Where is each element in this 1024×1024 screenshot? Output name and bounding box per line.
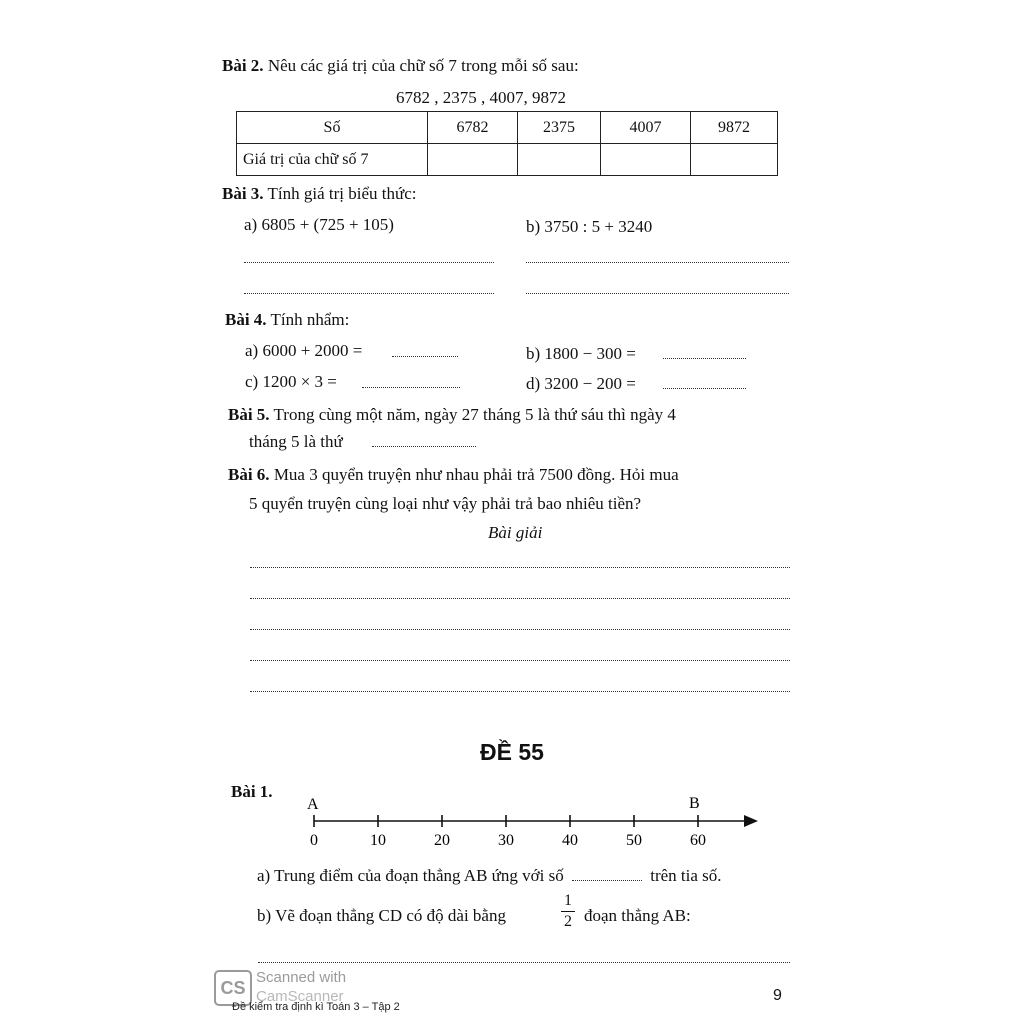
table-answer-cell[interactable] xyxy=(518,144,601,176)
table-cell-number: 2375 xyxy=(518,112,601,144)
fraction-bar xyxy=(561,911,575,912)
point-b-label: B xyxy=(689,795,700,812)
bai2-numbers-line: 6782 , 2375 , 4007, 9872 xyxy=(396,88,566,107)
solution-label: Bài giải xyxy=(488,523,543,542)
answer-blank[interactable] xyxy=(663,358,746,359)
bai3-heading xyxy=(222,184,416,204)
number-line-tick-label: 30 xyxy=(498,832,514,849)
bai4-text: Tính nhẩm: xyxy=(270,310,350,329)
bai2-text: Nêu các giá trị của chữ số 7 trong mỗi số sau: xyxy=(267,56,579,75)
bai5-title: Bài 5. xyxy=(228,405,270,424)
bai2-heading xyxy=(222,56,579,76)
answer-blank[interactable] xyxy=(372,446,476,447)
footer-book-title: Đề kiểm tra định kì Toán 3 – Tập 2 xyxy=(232,1001,400,1013)
answer-line[interactable] xyxy=(250,567,790,568)
bai4-part-d: d) 3200 − 200 = xyxy=(526,374,636,393)
number-line-tick-label: 0 xyxy=(310,832,318,849)
bai3-part-b: b) 3750 : 5 + 3240 xyxy=(526,217,653,236)
bai6-line2: 5 quyển truyện cùng loại như vậy phải trả bao nhiêu tiền? xyxy=(249,494,642,513)
bai4-title: Bài 4. xyxy=(225,310,267,329)
bai5-text: Trong cùng một năm, ngày 27 tháng 5 là thứ sáu thì ngày 4 xyxy=(273,405,676,424)
table-answer-cell[interactable] xyxy=(601,144,691,176)
bai4-heading xyxy=(225,310,349,330)
answer-blank[interactable] xyxy=(572,880,642,881)
question-a-end: trên tia số. xyxy=(650,866,722,885)
fraction-numerator: 1 xyxy=(564,892,572,909)
answer-line[interactable] xyxy=(250,629,790,630)
bai3-part-a: a) 6805 + (725 + 105) xyxy=(244,215,394,234)
table-row xyxy=(237,112,778,144)
table-answer-cell[interactable] xyxy=(428,144,518,176)
answer-blank[interactable] xyxy=(663,388,746,389)
bai3-text: Tính giá trị biểu thức: xyxy=(267,184,417,203)
number-line-tick-label: 20 xyxy=(434,832,450,849)
answer-line[interactable] xyxy=(244,262,494,263)
table-cell-number: 6782 xyxy=(428,112,518,144)
digit-value-table xyxy=(236,111,778,176)
bai6-title: Bài 6. xyxy=(228,465,270,484)
de55-question-b-end: đoạn thẳng AB: xyxy=(584,906,691,925)
fraction-denominator: 2 xyxy=(564,913,572,930)
page-number: 9 xyxy=(773,987,782,1004)
number-line-tick-label: 40 xyxy=(562,832,578,849)
bai6-line1 xyxy=(228,465,679,485)
table-header-so: Số xyxy=(237,112,428,144)
bai4-part-b: b) 1800 − 300 = xyxy=(526,344,636,363)
bai6-text: Mua 3 quyển truyện như nhau phải trả 7500 đồng. Hỏi mua xyxy=(273,465,679,484)
bai3-title: Bài 3. xyxy=(222,184,264,203)
answer-line[interactable] xyxy=(526,293,789,294)
table-cell-number: 4007 xyxy=(601,112,691,144)
answer-line[interactable] xyxy=(526,262,789,263)
answer-line[interactable] xyxy=(244,293,494,294)
arrow-head-icon xyxy=(744,815,758,827)
answer-blank[interactable] xyxy=(362,387,460,388)
number-line-tick-label: 60 xyxy=(690,832,706,849)
number-line-tick-label: 10 xyxy=(370,832,386,849)
answer-line[interactable] xyxy=(250,691,790,692)
answer-blank[interactable] xyxy=(392,356,458,357)
answer-line[interactable] xyxy=(250,598,790,599)
table-header-gia-tri: Giá trị của chữ số 7 xyxy=(237,144,428,176)
number-line xyxy=(300,790,770,854)
question-a-start: a) Trung điểm của đoạn thẳng AB ứng với số xyxy=(257,866,564,885)
table-answer-cell[interactable] xyxy=(691,144,778,176)
bai5-line2: tháng 5 là thứ xyxy=(249,432,343,451)
bai4-part-c: c) 1200 × 3 = xyxy=(245,372,337,391)
table-cell-number: 9872 xyxy=(691,112,778,144)
bai4-part-a: a) 6000 + 2000 = xyxy=(245,341,363,360)
de55-question-a xyxy=(257,866,722,886)
number-line-tick-label: 50 xyxy=(626,832,642,849)
de55-question-b-start: b) Vẽ đoạn thẳng CD có độ dài bằng xyxy=(257,906,506,925)
watermark-line2: CamScanner xyxy=(256,988,344,1005)
table-row xyxy=(237,144,778,176)
fraction-one-half xyxy=(561,892,575,931)
exam-title: ĐỀ 55 xyxy=(480,739,544,765)
bai5-line1 xyxy=(228,405,676,425)
answer-line[interactable] xyxy=(258,962,790,963)
camscanner-logo-icon: CS xyxy=(214,970,252,1006)
watermark-line1: Scanned with xyxy=(256,969,347,986)
de55-bai1-title: Bài 1. xyxy=(231,782,273,801)
answer-line[interactable] xyxy=(250,660,790,661)
point-a-label: A xyxy=(307,796,319,813)
bai2-title: Bài 2. xyxy=(222,56,264,75)
